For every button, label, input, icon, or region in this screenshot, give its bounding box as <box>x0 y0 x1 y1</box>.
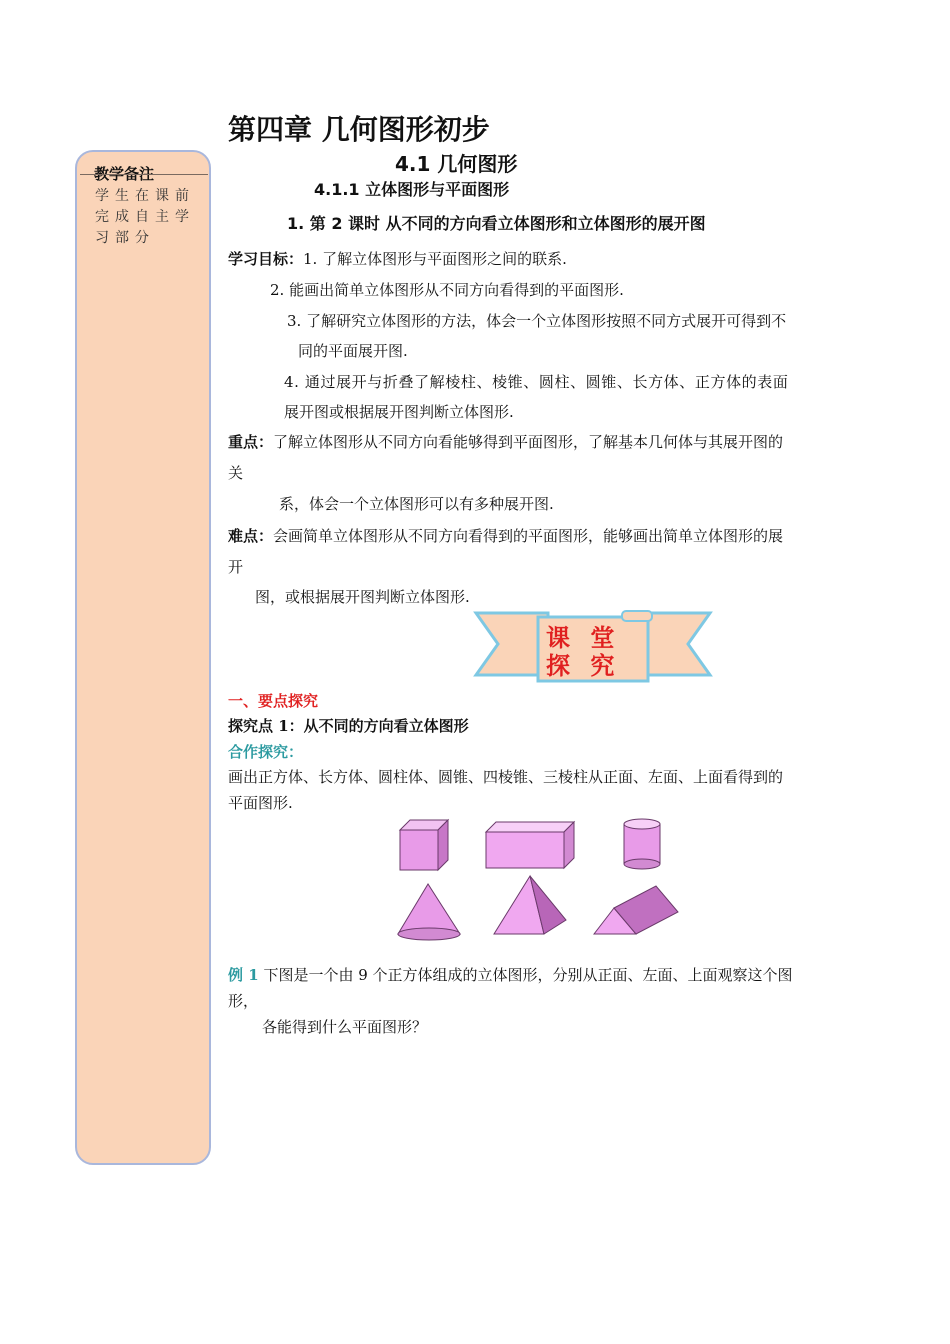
banner-text: 课 堂 探 究 <box>546 624 621 680</box>
task-line-2: 平面图形. <box>228 794 293 812</box>
objectives-line-1 <box>228 248 567 269</box>
part-1-heading: 一、要点探究 <box>228 692 319 710</box>
key-point-line-2: 系，体会一个立体图形可以有多种展开图. <box>279 495 554 513</box>
example-1-wrap: 形， <box>228 992 259 1010</box>
section-title: 4.1 几何图形 <box>395 152 518 176</box>
lesson-title: 1. 第 2 课时 从不同的方向看立体图形和立体图形的展开图 <box>287 214 706 233</box>
subsection-title: 4.1.1 立体图形与平面图形 <box>314 180 510 199</box>
cuboid-solid <box>486 822 574 868</box>
geometric-solids-figure <box>390 812 690 942</box>
task-line-1: 画出正方体、长方体、圆柱体、圆锥、四棱锥、三棱柱从正面、左面、上面看得到的 <box>228 768 784 786</box>
objectives-label: 学习目标： <box>228 250 304 268</box>
cube-solid <box>400 820 448 870</box>
difficulty-line-1 <box>228 525 783 546</box>
triangular-prism-solid <box>594 886 678 934</box>
difficulty-text: 会画简单立体图形从不同方向看得到的平面图形，能够画出简单立体图形的展 <box>273 527 784 545</box>
banner-curl <box>622 611 652 621</box>
objective-1: 1. 了解立体图形与平面图形之间的联系. <box>303 250 567 268</box>
objective-3b: 同的平面展开图. <box>298 342 408 360</box>
example-1-line-1 <box>228 964 793 985</box>
difficulty-line-2: 图，或根据展开图判断立体图形. <box>255 588 470 606</box>
difficulty-wrap: 开 <box>228 558 244 576</box>
sidebar-title: 教学备注 <box>94 165 155 183</box>
cone-solid <box>398 884 460 940</box>
objective-2: 2. 能画出简单立体图形从不同方向看得到的平面图形. <box>270 281 624 299</box>
objective-4a: 4. 通过展开与折叠了解棱柱、棱锥、圆柱、圆锥、长方体、正方体的表面 <box>284 373 789 391</box>
example-label: 例 1 <box>228 966 259 984</box>
key-point-line-1 <box>228 431 783 452</box>
key-point-text: 了解立体图形从不同方向看能够得到平面图形，了解基本几何体与其展开图的 <box>273 433 784 451</box>
cooperate-label: 合作探究： <box>228 743 304 761</box>
key-point-wrap: 关 <box>228 464 244 482</box>
key-point-label: 重点： <box>228 433 274 451</box>
chapter-title: 第四章 几何图形初步 <box>228 113 490 146</box>
sidebar-note: 学生在课前完成自主学习部分 <box>95 188 195 246</box>
objective-4b: 展开图或根据展开图判断立体图形. <box>284 403 514 421</box>
teaching-notes-sidebar <box>75 150 211 1165</box>
difficulty-label: 难点： <box>228 527 274 545</box>
square-pyramid-solid <box>494 876 566 934</box>
explore-point-1: 探究点 1：从不同的方向看立体图形 <box>228 717 469 735</box>
cylinder-solid <box>624 819 660 869</box>
example-text: 下图是一个由 9 个正方体组成的立体图形，分别从正面、左面、上面观察这个图 <box>258 966 793 984</box>
objective-3a: 3. 了解研究立体图形的方法，体会一个立体图形按照不同方式展开可得到不 <box>287 312 787 330</box>
sidebar-divider <box>80 174 208 175</box>
example-1-line-2: 各能得到什么平面图形？ <box>262 1018 428 1036</box>
